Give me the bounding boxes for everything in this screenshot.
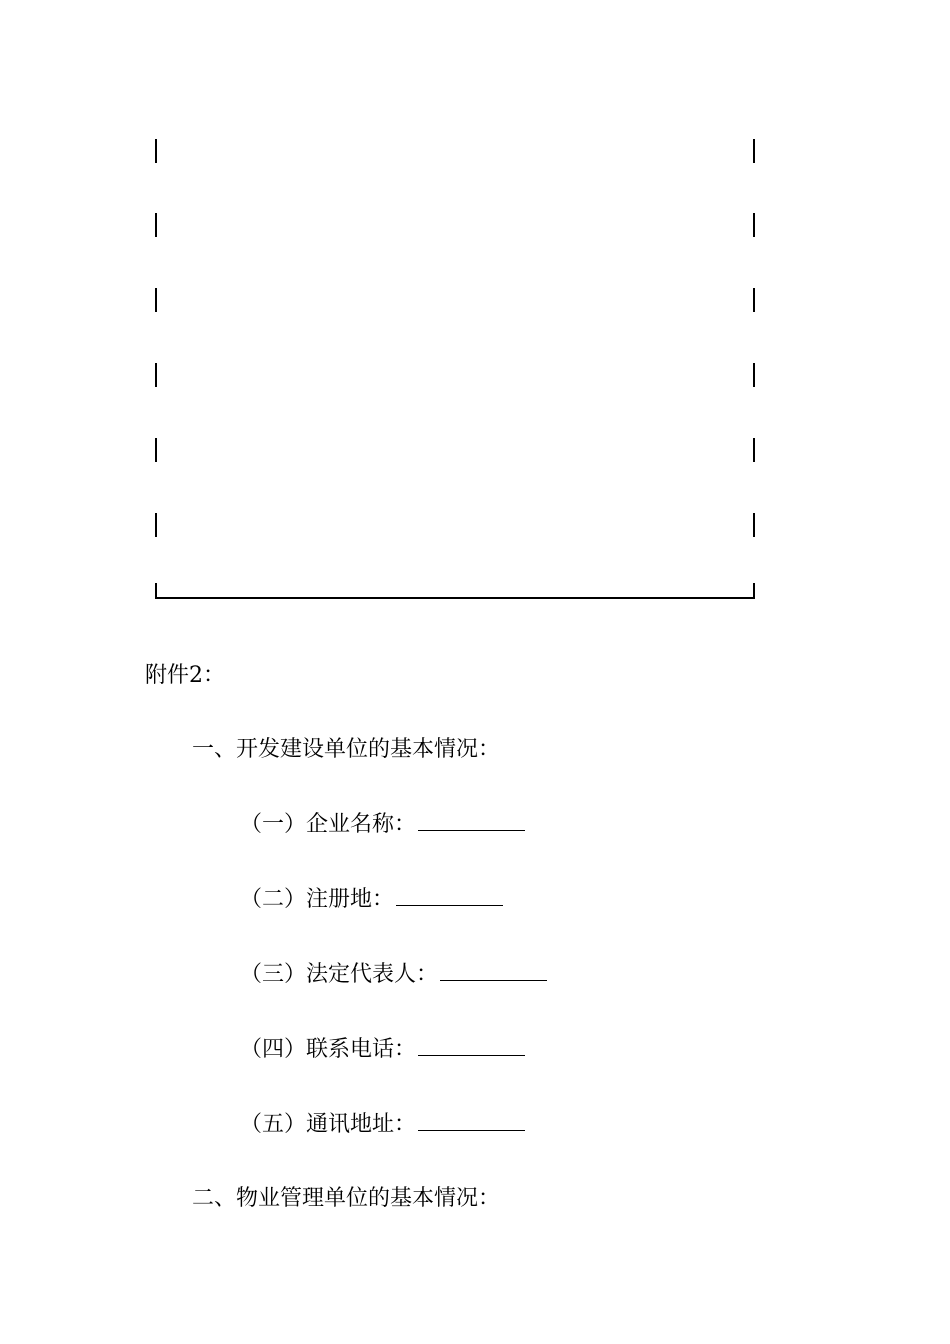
phone-blank[interactable]: [418, 1035, 525, 1056]
box-row: [0, 211, 950, 241]
field-label: （二）注册地：: [240, 887, 395, 912]
field-phone: [240, 1035, 525, 1065]
field-company-name: [240, 810, 525, 840]
box-left-border: [155, 513, 157, 537]
box-left-border: [155, 213, 157, 237]
legal-representative-blank[interactable]: [440, 960, 547, 981]
box-row: [0, 361, 950, 391]
field-label: （四）联系电话：: [240, 1037, 417, 1062]
field-registered-address: [240, 885, 503, 915]
company-name-blank[interactable]: [418, 810, 525, 831]
field-label: （一）企业名称：: [240, 812, 417, 837]
box-bottom-border: [155, 583, 755, 599]
box-right-border: [753, 213, 755, 237]
section-2-title: 二、物业管理单位的基本情况：: [192, 1186, 501, 1211]
box-right-border: [753, 139, 755, 163]
box-right-border: [753, 288, 755, 312]
box-row: [0, 436, 950, 466]
box-right-border: [753, 363, 755, 387]
box-row: [0, 137, 950, 167]
box-left-border: [155, 363, 157, 387]
box-row: [0, 286, 950, 316]
box-right-border: [753, 513, 755, 537]
box-row: [0, 511, 950, 541]
box-bottom-line: [155, 597, 755, 599]
box-left-border: [155, 139, 157, 163]
attachment-label: 附件2：: [145, 663, 225, 688]
section-1-title: 一、开发建设单位的基本情况：: [192, 737, 501, 762]
box-left-border: [155, 438, 157, 462]
mailing-address-blank[interactable]: [418, 1110, 525, 1131]
field-legal-representative: [240, 960, 547, 990]
box-right-border: [753, 438, 755, 462]
field-label: （三）法定代表人：: [240, 962, 439, 987]
field-label: （五）通讯地址：: [240, 1112, 417, 1137]
registered-address-blank[interactable]: [396, 885, 503, 906]
box-left-border: [155, 288, 157, 312]
field-mailing-address: [240, 1110, 525, 1140]
